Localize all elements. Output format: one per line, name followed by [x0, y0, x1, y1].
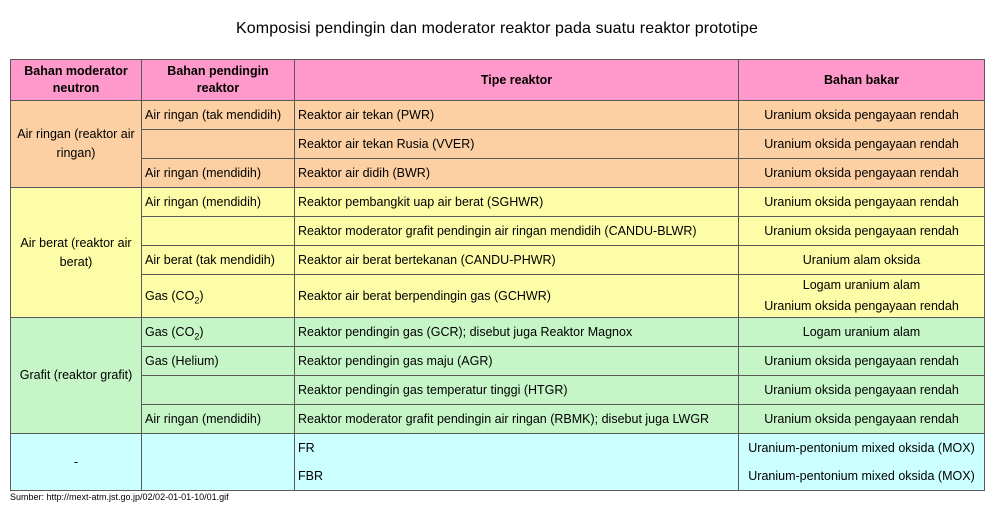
table-row [11, 434, 985, 463]
source-caption: Sumber: http://mext-atm.jst.go.jp/02/02-01-01-10/01.gif [10, 492, 229, 502]
moderator-cell: Air ringan (reaktor air ringan) [11, 101, 142, 188]
table-header-row [11, 60, 985, 101]
fuel-cell: Uranium oksida pengayaan rendah [739, 405, 985, 434]
coolant-text: Gas (CO [145, 325, 195, 339]
coolant-cell: Air ringan (mendidih) [142, 159, 295, 188]
fuel-cell: Uranium oksida pengayaan rendah [739, 347, 985, 376]
reactor-type-cell: Reaktor air berat bertekanan (CANDU-PHWR) [295, 246, 739, 275]
reactor-type-cell: Reaktor pendingin gas maju (AGR) [295, 347, 739, 376]
table-row [11, 130, 985, 159]
fuel-line: Uranium oksida pengayaan rendah [764, 299, 959, 313]
reactor-table [10, 59, 985, 491]
reactor-type-cell: Reaktor air tekan (PWR) [295, 101, 739, 130]
coolant-cell [142, 217, 295, 246]
coolant-cell [142, 318, 295, 347]
fuel-cell: Uranium alam oksida [739, 246, 985, 275]
fuel-cell: Logam uranium alam [739, 318, 985, 347]
reactor-type-cell: Reaktor moderator grafit pendingin air ringan mendidih (CANDU-BLWR) [295, 217, 739, 246]
moderator-cell: Grafit (reaktor grafit) [11, 318, 142, 434]
coolant-cell: Air ringan (mendidih) [142, 405, 295, 434]
fuel-cell: Uranium oksida pengayaan rendah [739, 188, 985, 217]
reactor-type-cell: Reaktor pendingin gas temperatur tinggi (HTGR) [295, 376, 739, 405]
header-moderator: Bahan moderator neutron [11, 60, 142, 101]
coolant-subscript: 2 [194, 331, 200, 342]
fuel-cell: Uranium-pentonium mixed oksida (MOX) [739, 434, 985, 463]
fuel-cell: Uranium oksida pengayaan rendah [739, 159, 985, 188]
table-row [11, 188, 985, 217]
reactor-type-cell: Reaktor air tekan Rusia (VVER) [295, 130, 739, 159]
reactor-type-cell: FR [295, 434, 739, 463]
coolant-cell: Air ringan (tak mendidih) [142, 101, 295, 130]
table-row [11, 246, 985, 275]
coolant-cell [142, 434, 295, 491]
header-coolant: Bahan pendingin reaktor [142, 60, 295, 101]
coolant-text-end: ) [199, 325, 204, 339]
coolant-cell: Gas (Helium) [142, 347, 295, 376]
reactor-type-cell: Reaktor moderator grafit pendingin air ringan (RBMK); disebut juga LWGR [295, 405, 739, 434]
fuel-cell [739, 275, 985, 318]
fuel-cell: Uranium-pentonium mixed oksida (MOX) [739, 462, 985, 491]
fuel-cell: Uranium oksida pengayaan rendah [739, 101, 985, 130]
fuel-cell: Uranium oksida pengayaan rendah [739, 376, 985, 405]
fuel-cell: Uranium oksida pengayaan rendah [739, 130, 985, 159]
coolant-cell [142, 275, 295, 318]
coolant-cell [142, 130, 295, 159]
header-fuel: Bahan bakar [739, 60, 985, 101]
coolant-cell: Air ringan (mendidih) [142, 188, 295, 217]
coolant-subscript: 2 [194, 295, 200, 306]
reactor-type-cell: Reaktor pendingin gas (GCR); disebut juga Reaktor Magnox [295, 318, 739, 347]
coolant-text: Gas (CO [145, 289, 195, 303]
coolant-cell [142, 376, 295, 405]
coolant-cell: Air berat (tak mendidih) [142, 246, 295, 275]
reactor-type-cell: FBR [295, 462, 739, 491]
reactor-type-cell: Reaktor air didih (BWR) [295, 159, 739, 188]
fuel-cell: Uranium oksida pengayaan rendah [739, 217, 985, 246]
table-row [11, 275, 985, 318]
reactor-type-cell: Reaktor air berat berpendingin gas (GCHWR) [295, 275, 739, 318]
table-row [11, 405, 985, 434]
header-reactor-type: Tipe reaktor [295, 60, 739, 101]
reactor-type-cell: Reaktor pembangkit uap air berat (SGHWR) [295, 188, 739, 217]
table-row [11, 217, 985, 246]
moderator-cell: Air berat (reaktor air berat) [11, 188, 142, 318]
table-row [11, 101, 985, 130]
moderator-cell: - [11, 434, 142, 491]
fuel-line: Logam uranium alam [802, 278, 921, 292]
page-title: Komposisi pendingin dan moderator reaktor pada suatu reaktor prototipe [236, 20, 758, 37]
table-row [11, 318, 985, 347]
table-row [11, 347, 985, 376]
table-row [11, 376, 985, 405]
table-row [11, 159, 985, 188]
coolant-text-end: ) [199, 289, 204, 303]
